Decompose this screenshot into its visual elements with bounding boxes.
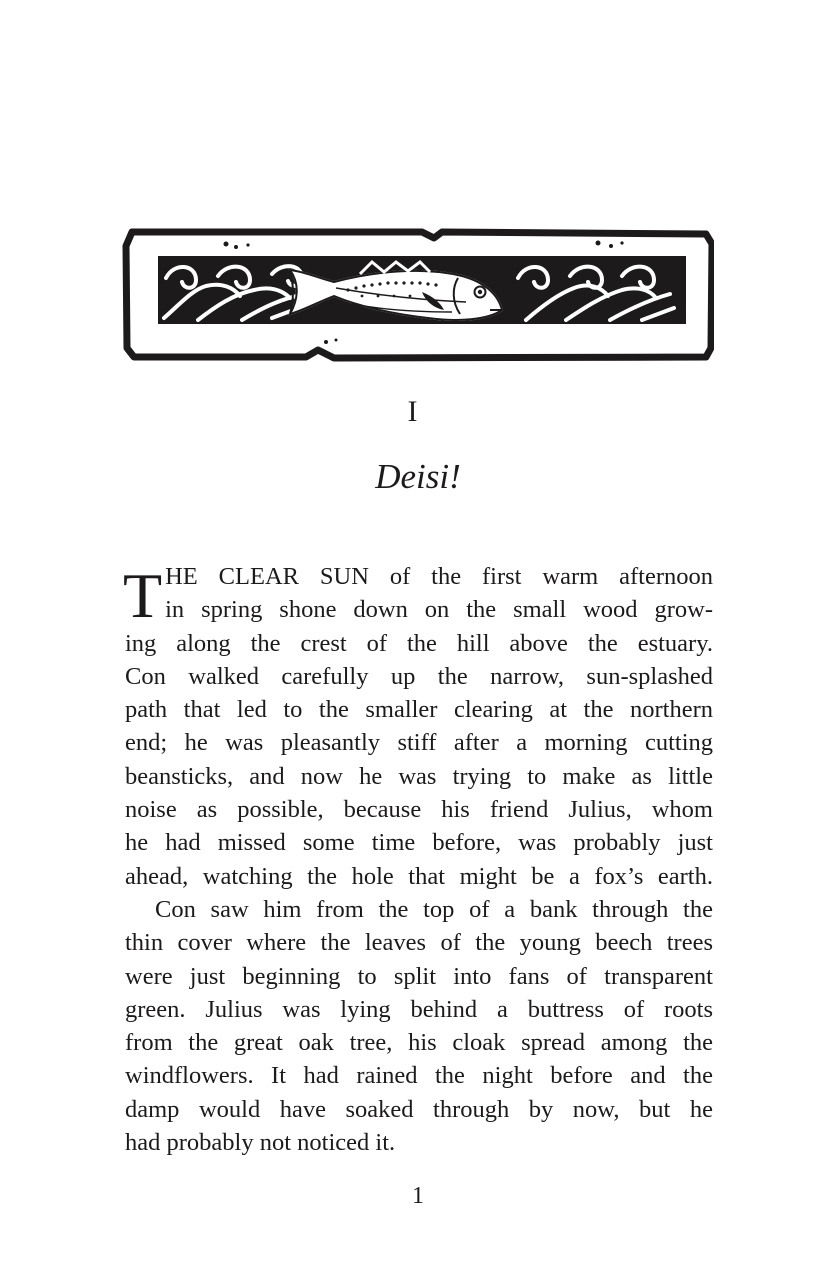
page-number: 1	[412, 1183, 424, 1209]
text-line: HE CLEAR SUN of the first warm afternoon	[165, 563, 713, 590]
text-line: were just beginning to split into fans of transparent	[125, 962, 713, 990]
text-line: from the great oak tree, his cloak spread among the	[125, 1029, 713, 1057]
chapter-title: Deisi!	[375, 457, 461, 496]
drop-cap: T	[123, 560, 163, 631]
text-line: had probably not noticed it.	[125, 1129, 396, 1157]
text-line: damp would have soaked through by now, but he	[125, 1095, 713, 1123]
text-line: ing along the crest of the hill above the estuary.	[125, 629, 713, 657]
text-line: green. Julius was lying behind a buttress of roots	[125, 995, 713, 1023]
text-line: ahead, watching the hole that might be a fox’s earth.	[125, 862, 713, 890]
text-line: Con walked carefully up the narrow, sun-splashed	[125, 662, 713, 690]
text-line: path that led to the smaller clearing at the northern	[125, 696, 713, 724]
text-line: windflowers. It had rained the night before and the	[125, 1062, 713, 1090]
chapter-number: I	[407, 395, 418, 428]
text-line: Con saw him from the top of a bank through the	[155, 895, 713, 923]
text-line: he had missed some time before, was probably just	[125, 829, 713, 857]
fish-among-waves-ornament	[122, 226, 714, 364]
text-line: end; he was pleasantly stiff after a morning cutting	[125, 729, 713, 757]
text-line: beansticks, and now he was trying to make as little	[125, 762, 713, 790]
text-line: thin cover where the leaves of the young beech trees	[125, 929, 713, 957]
body-text	[125, 560, 713, 1159]
text-line: noise as possible, because his friend Julius, whom	[125, 796, 713, 824]
text-line: in spring shone down on the small wood grow-	[165, 596, 713, 624]
